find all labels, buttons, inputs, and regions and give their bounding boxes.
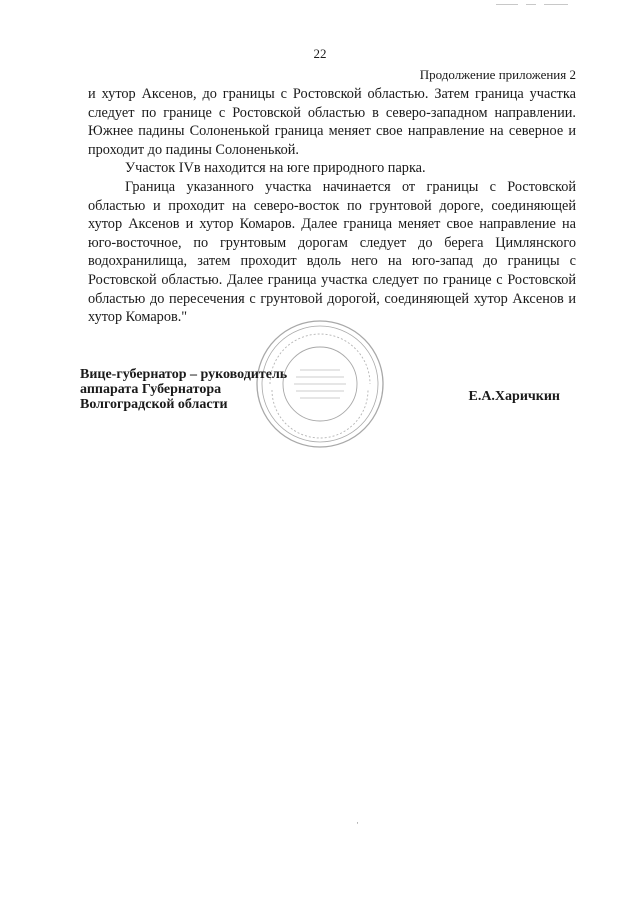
scan-edge-marks — [496, 4, 568, 8]
paragraph-3: Граница указанного участка начинается от границы с Ростовской областью и проходит на северо-восток по грунтовой дороге, соединяющей хутор Аксенов и хутор Комаров. Далее граница меняет свое направление на юго-восточное, по грунтовым дорогам следует до берега Цимлянского водохранилища, затем проходит вдоль него на юго-запад до границы с Ростовской областью. Далее граница участка следует по границе с Ростовской областью до пересечения с грунтовой дорогой, соединяющей хутор Аксенов и хутор Комаров." — [88, 178, 576, 326]
page-number: 22 — [313, 46, 327, 61]
signatory-title-line-2: аппарата Губернатора — [80, 382, 222, 397]
signatory-title-line-3: Волгоградской области — [80, 397, 228, 412]
scan-speck: · — [356, 818, 359, 828]
appendix-continuation-note: Продолжение приложения 2 — [419, 67, 576, 82]
signatory-position — [80, 367, 287, 412]
paragraph-2: Участок IVв находится на юге природного парка. — [125, 160, 426, 177]
signatory-title-line-1: Вице-губернатор – руководитель — [80, 367, 288, 382]
paragraph-1: и хутор Аксенов, до границы с Ростовской областью. Затем граница участка следует по границе с Ростовской областью в северо-западном направлении. Южнее падины Солоненькой граница меняет свое направление на северное и проходит до падины Солоненькой. — [88, 86, 576, 158]
body-text — [88, 85, 576, 327]
signatory-name: Е.А.Харичкин — [468, 389, 560, 404]
